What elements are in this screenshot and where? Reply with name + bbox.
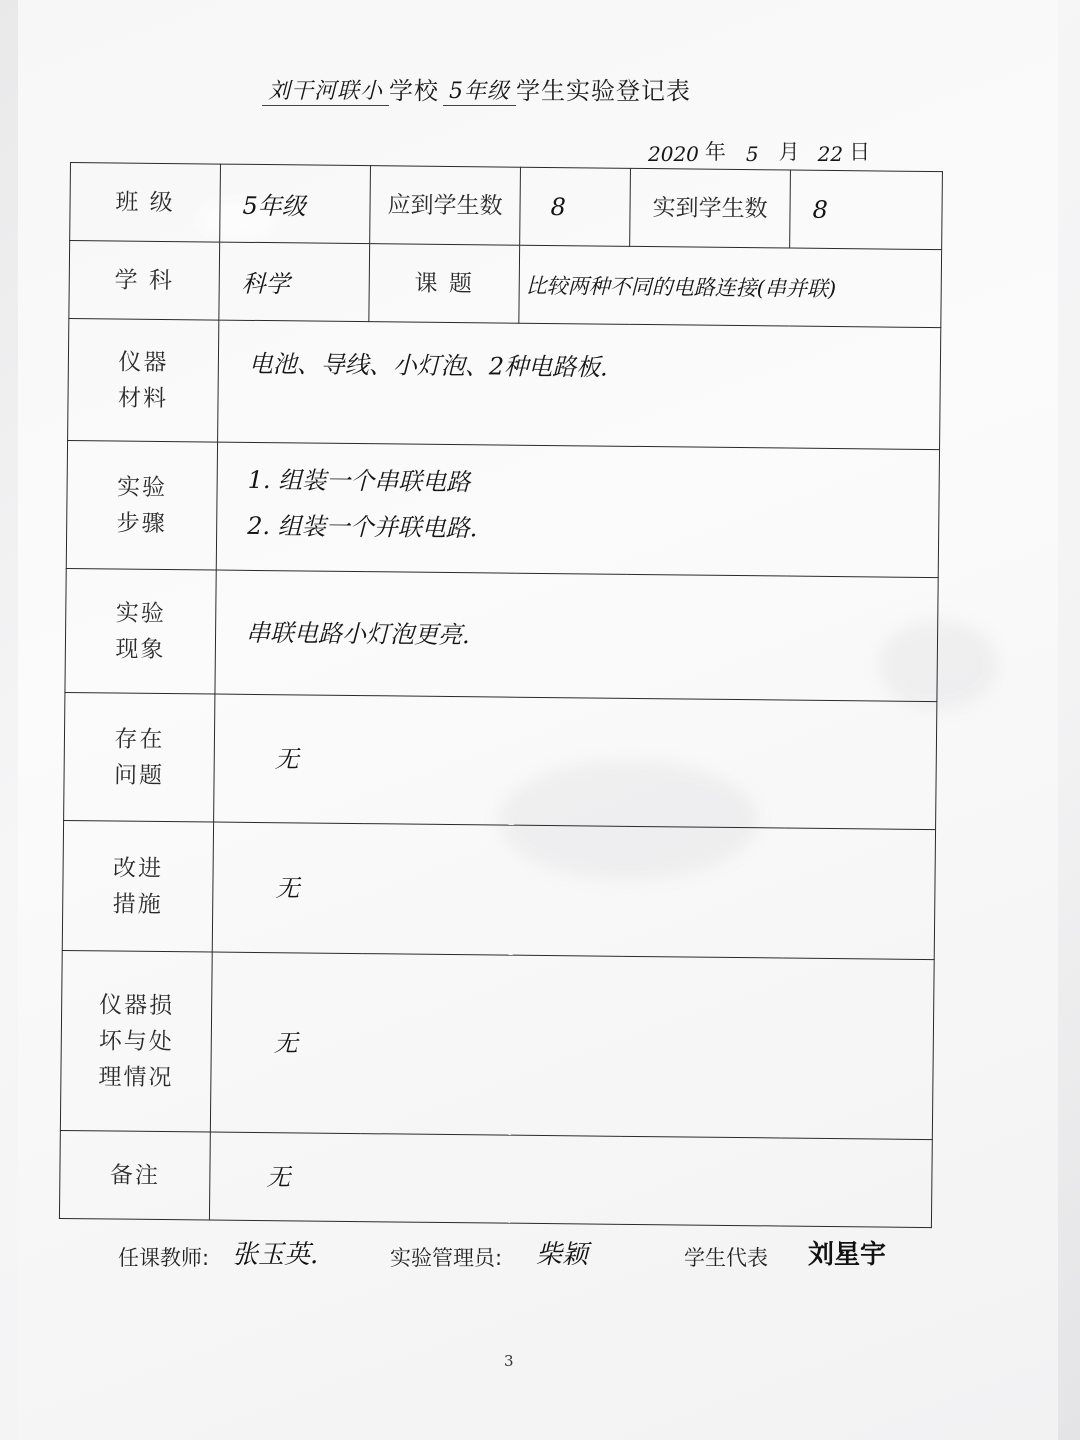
- problems-label: [64, 692, 215, 822]
- improvement-label: [62, 820, 213, 952]
- class-label: 班 级: [70, 163, 221, 243]
- date-year-unit: 年: [704, 140, 726, 164]
- improvement-label-line2: 措施: [112, 890, 163, 918]
- row-phenomenon: [65, 568, 938, 701]
- materials-label: [68, 318, 219, 442]
- remarks-value: 无: [209, 1132, 932, 1228]
- date-month: 5: [745, 142, 759, 166]
- improvement-label-line1: 改进: [112, 854, 164, 882]
- school-suffix: 学校: [389, 77, 440, 105]
- steps-label: [66, 440, 217, 570]
- registration-form-table: [59, 162, 943, 1228]
- remarks-label: 备注: [59, 1130, 210, 1220]
- steps-value: [216, 442, 939, 578]
- steps-value-line2: 2. 组装一个并联电路.: [247, 511, 478, 543]
- date-day: 22: [817, 142, 844, 166]
- row-remarks: [59, 1130, 932, 1227]
- expected-count-value: 8: [520, 167, 631, 246]
- phenomenon-label: [65, 568, 216, 694]
- date-year: 2020: [648, 142, 699, 166]
- row-improvement: [62, 820, 935, 959]
- title-suffix: 学生实验登记表: [516, 77, 692, 105]
- problems-label-line2: 问题: [113, 761, 165, 789]
- damage-label-line1: 仪器损: [99, 991, 175, 1019]
- student-rep-label: 学生代表: [684, 1246, 768, 1270]
- row-materials: [68, 318, 941, 449]
- phenomenon-label-line2: 现象: [115, 636, 166, 663]
- damage-label-line3: 理情况: [98, 1063, 174, 1091]
- actual-count-label: 实到学生数: [630, 168, 791, 248]
- problems-value: 无: [214, 694, 937, 830]
- topic-label: 课 题: [369, 244, 520, 324]
- materials-label-line1: 仪器: [118, 349, 169, 376]
- steps-label-line1: 实验: [116, 474, 168, 501]
- teacher-signature: 张玉英.: [232, 1240, 319, 1270]
- row-steps: [66, 440, 939, 577]
- subject-value: 科学: [219, 242, 370, 322]
- date-month-unit: 月: [778, 140, 800, 164]
- row-damage: [60, 950, 934, 1139]
- teacher-label: 任课教师:: [118, 1246, 210, 1270]
- materials-label-line2: 材料: [117, 385, 169, 412]
- expected-count-label: 应到学生数: [370, 166, 521, 246]
- subject-label: 学 科: [69, 241, 220, 321]
- grade-handwritten: 5年级: [443, 74, 516, 106]
- row-subject: [69, 241, 942, 328]
- damage-label: [60, 950, 212, 1132]
- form-date: [648, 132, 888, 166]
- student-rep-signature: 刘星宇: [808, 1240, 887, 1270]
- page-number: 3: [504, 1352, 514, 1370]
- signature-footer: [118, 1232, 938, 1292]
- actual-count-value: 8: [790, 170, 943, 250]
- phenomenon-value: 串联电路小灯泡更亮.: [215, 570, 938, 702]
- steps-label-line2: 步骤: [116, 510, 167, 537]
- materials-value: 电池、导线、小灯泡、2种电路板.: [218, 320, 941, 450]
- school-name-handwritten: 刘干河联小: [262, 74, 389, 106]
- damage-label-line2: 坏与处: [98, 1027, 174, 1055]
- improvement-value: 无: [212, 822, 935, 960]
- row-class: [70, 163, 943, 250]
- damage-value: 无: [210, 952, 934, 1140]
- phenomenon-label-line1: 实验: [115, 600, 166, 627]
- class-value: 5年级: [220, 164, 371, 244]
- manager-label: 实验管理员:: [390, 1246, 503, 1270]
- form-title: [262, 66, 782, 106]
- problems-label-line1: 存在: [114, 725, 165, 753]
- row-problems: [64, 692, 937, 829]
- date-day-unit: 日: [849, 140, 871, 164]
- topic-value: 比较两种不同的电路连接(串并联): [519, 245, 942, 327]
- manager-signature: 柴颖: [536, 1240, 589, 1270]
- steps-value-line1: 1. 组装一个串联电路: [247, 465, 471, 497]
